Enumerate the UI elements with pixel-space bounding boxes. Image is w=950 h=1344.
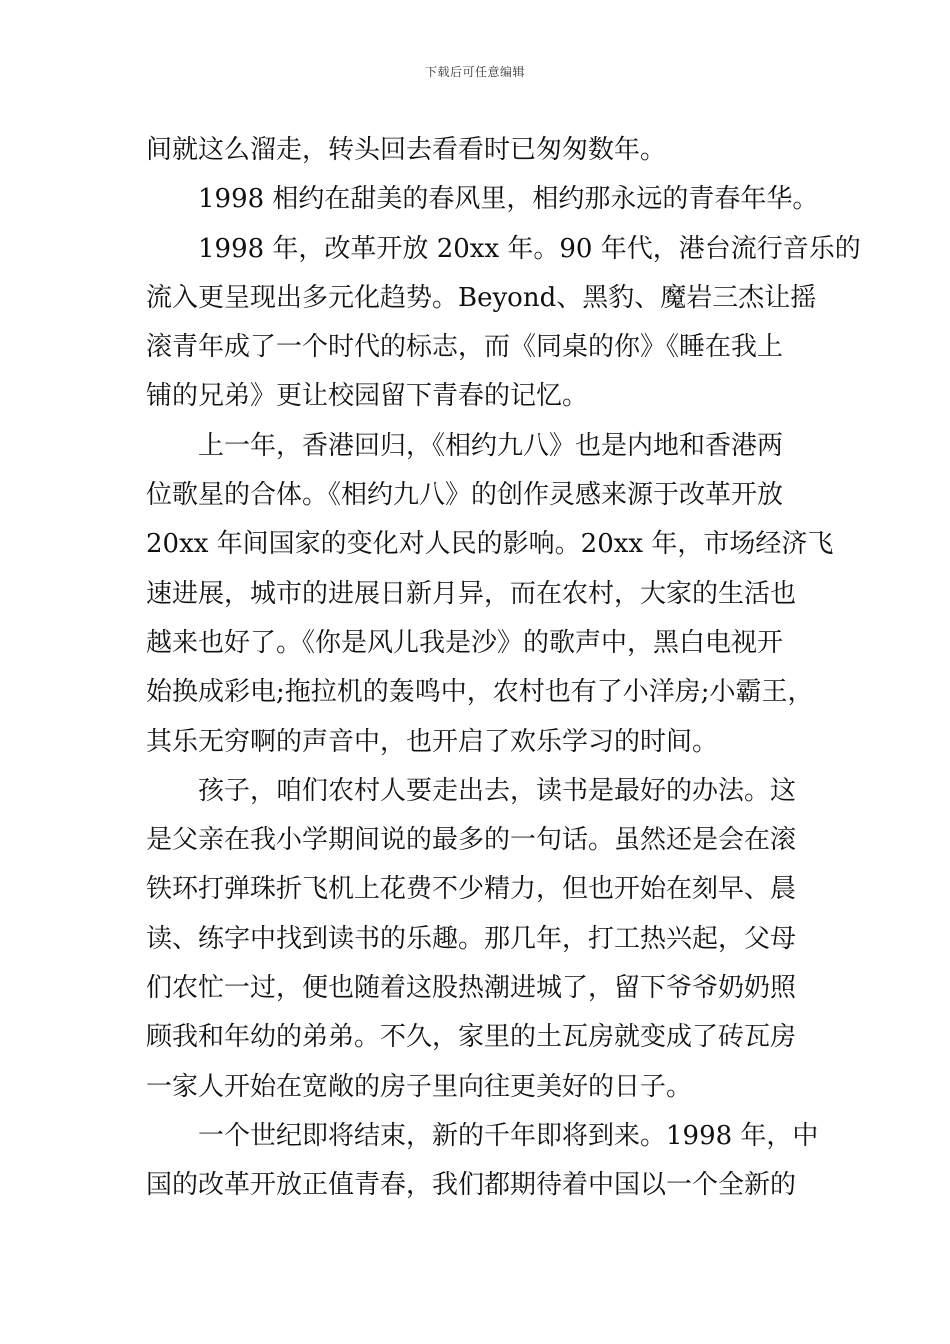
text-line: 一家人开始在宽敞的房子里向往更美好的日子。 [146,1071,693,1102]
body-text [146,126,861,1211]
text-line: 速进展，城市的进展日新月异，而在农村，大家的生活也 [146,578,797,609]
text-line: 们农忙一过，便也随着这股热潮进城了，留下爷爷奶奶照 [146,973,797,1004]
paragraph-start-line: 1998 相约在甜美的春风里，相约那永远的青春年华。 [198,184,819,215]
text-line: 20xx 年间国家的变化对人民的影响。20xx 年，市场经济飞 [146,529,834,560]
text-line: 铺的兄弟》更让校园留下青春的记忆。 [146,381,589,412]
text-line: 铁环打弹珠折飞机上花费不少精力，但也开始在刻早、晨 [146,874,797,905]
text-line: 滚青年成了一个时代的标志，而《同桌的你》《睡在我上 [146,332,784,363]
paragraph-start-line: 1998 年，改革开放 20xx 年。90 年代，港台流行音乐的 [198,233,861,264]
paragraph-start-line: 孩子，咱们农村人要走出去，读书是最好的办法。这 [198,775,797,806]
page-header: 下载后可任意编辑 [424,65,525,79]
text-line: 其乐无穷啊的声音中，也开启了欢乐学习的时间。 [146,726,719,757]
paragraph-start-line: 上一年，香港回归，《相约九八》也是内地和香港两 [198,430,784,461]
paragraph-start-line: 一个世纪即将结束，新的千年即将到来。1998 年，中 [198,1120,819,1151]
text-line: 顾我和年幼的弟弟。不久，家里的土瓦房就变成了砖瓦房 [146,1022,797,1053]
text-line: 流入更呈现出多元化趋势。Beyond、黑豹、魔岩三杰让摇 [146,282,817,313]
text-line: 越来也好了。《你是风儿我是沙》的歌声中，黑白电视开 [146,627,784,658]
text-line: 位歌星的合体。《相约九八》的创作灵感来源于改革开放 [146,480,784,511]
text-line: 读、练字中找到读书的乐趣。那几年，打工热兴起，父母 [146,923,797,954]
text-line: 间就这么溜走，转头回去看看时已匆匆数年。 [146,135,667,165]
text-line: 国的改革开放正值青春，我们都期待着中国以一个全新的 [146,1170,797,1201]
text-line: 始换成彩电;拖拉机的轰鸣中，农村也有了小洋房;小霸王， [146,677,814,708]
text-line: 是父亲在我小学期间说的最多的一句话。虽然还是会在滚 [146,825,797,856]
